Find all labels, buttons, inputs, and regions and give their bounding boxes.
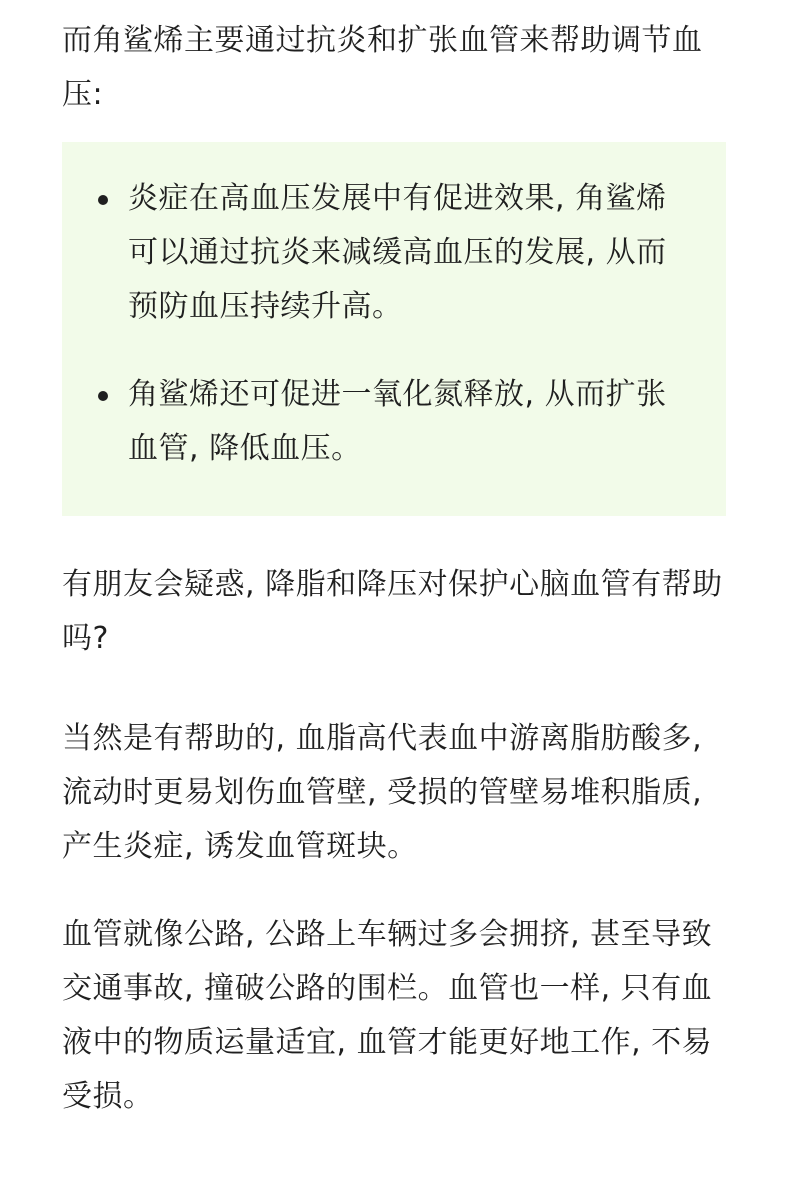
- callout-list-item: [128, 368, 694, 476]
- answer-paragraph: 当然是有帮助的, 血脂高代表血中游离脂肪酸多, 流动时更易划伤血管壁, 受损的管壁易堆积脂质, 产生炎症, 诱发血管斑块。: [62, 721, 703, 864]
- bullet-dot-icon: [98, 195, 108, 205]
- analogy-paragraph: 血管就像公路, 公路上车辆过多会拥挤, 甚至导致交通事故, 撞破公路的围栏。血管也一样, 只有血液中的物质运量适宜, 血管才能更好地工作, 不易受损。: [62, 917, 713, 1114]
- callout-item-text: 角鲨烯还可促进一氧化氮释放, 从而扩张血管, 降低血压。: [128, 377, 667, 466]
- callout-list-item: [128, 172, 694, 334]
- callout-item-text: 炎症在高血压发展中有促进效果, 角鲨烯可以通过抗炎来减缓高血压的发展, 从而预防血压持续升高。: [128, 181, 667, 324]
- question-paragraph: 有朋友会疑惑, 降脂和降压对保护心脑血管有帮助吗?: [62, 567, 723, 656]
- highlight-callout-box: [62, 142, 726, 516]
- intro-paragraph: 而角鲨烯主要通过抗炎和扩张血管来帮助调节血压:: [62, 23, 703, 112]
- bullet-dot-icon: [98, 391, 108, 401]
